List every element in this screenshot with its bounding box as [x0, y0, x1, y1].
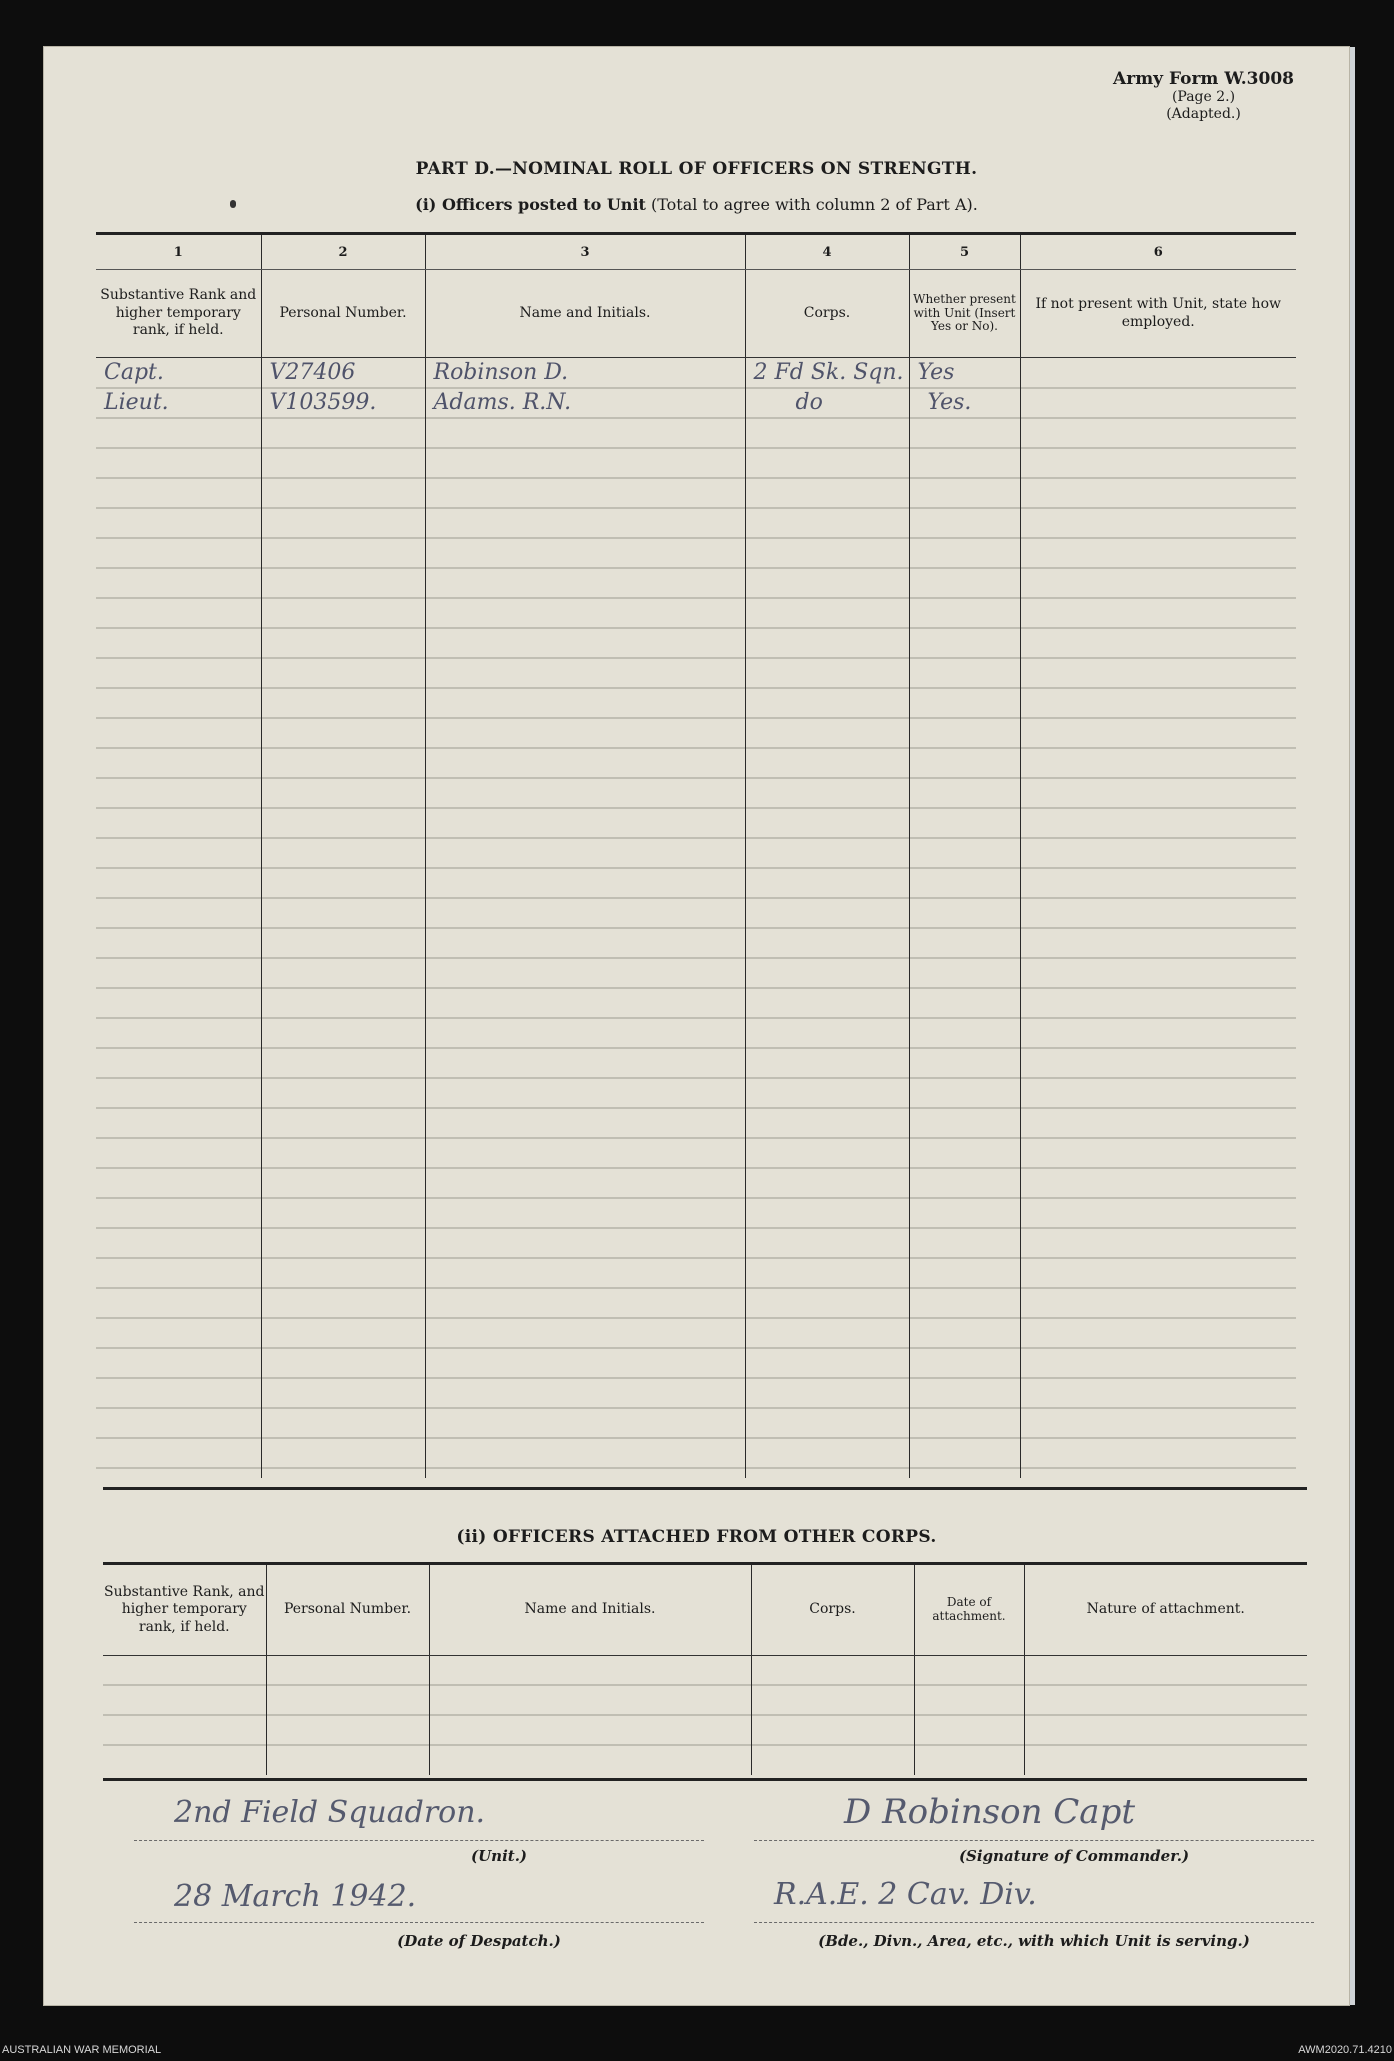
form-number-block [1113, 69, 1294, 123]
header-row [96, 270, 1296, 358]
header-corps: Corps. [745, 270, 909, 358]
subtitle-bold: (i) Officers posted to Unit [415, 195, 646, 214]
column-number: 4 [745, 235, 909, 270]
form-page [44, 47, 1349, 2005]
paper-edge [1349, 47, 1355, 2005]
serving-handwriting: R.A.E. 2 Cav. Div. [774, 1877, 1037, 1912]
attached-header-rank: Substantive Rank, and higher temporary rank, if held. [103, 1565, 266, 1655]
attached-header-name: Name and Initials. [429, 1565, 751, 1655]
serving-label: (Bde., Divn., Area, etc., with which Unit is serving.) [818, 1932, 1250, 1950]
unit-line [134, 1840, 704, 1841]
unit-handwriting: 2nd Field Squadron. [174, 1795, 486, 1830]
commander-label: (Signature of Commander.) [958, 1847, 1190, 1865]
present-entry: Yes. [927, 390, 972, 415]
attached-cell [751, 1655, 914, 1775]
column-number: 6 [1020, 235, 1296, 270]
name-entry: Adams. R.N. [433, 390, 572, 415]
rank-entry: Capt. [104, 360, 164, 385]
serving-line [754, 1922, 1314, 1923]
column-number: 5 [909, 235, 1020, 270]
name-entry: Robinson D. [433, 360, 569, 385]
attached-cell [1024, 1655, 1307, 1775]
attached-body [103, 1655, 1307, 1775]
column-number: 2 [261, 235, 425, 270]
attached-cell [103, 1655, 266, 1775]
corps-entry: 2 Fd Sk. Sqn. [753, 360, 904, 385]
form-adapted: (Adapted.) [1166, 106, 1241, 123]
footer-right: AWM2020.71.4210 [1298, 2044, 1392, 2056]
footer-left: AUSTRALIAN WAR MEMORIAL [2, 2044, 162, 2056]
attached-cell [429, 1655, 751, 1775]
employed-column [1020, 358, 1296, 1478]
attached-officers-table [103, 1565, 1307, 1775]
attached-bottom-rule [103, 1778, 1307, 1781]
date-line [134, 1922, 704, 1923]
attached-header-row [103, 1565, 1307, 1655]
subtitle-rest: (Total to agree with column 2 of Part A). [645, 195, 978, 214]
commander-signature: D Robinson Capt [844, 1792, 1136, 1832]
attached-header-nature: Nature of attachment. [1024, 1565, 1307, 1655]
name-column [425, 358, 745, 1478]
rank-column [96, 358, 261, 1478]
posted-body [96, 358, 1296, 1478]
attached-header-date: Date of attachment. [914, 1565, 1024, 1655]
present-column [909, 358, 1020, 1478]
personal-number-entry: V103599. [269, 390, 377, 415]
unit-label: (Unit.) [470, 1847, 528, 1865]
posted-officers-table [96, 235, 1296, 1478]
corps-column [745, 358, 909, 1478]
personal-number-entry: V27406 [269, 360, 356, 385]
part-d-subtitle [44, 195, 1349, 214]
header-present: Whether present with Unit (Insert Yes or No). [909, 270, 1020, 358]
part-d-title: PART D.—NOMINAL ROLL OF OFFICERS ON STRENGTH. [415, 159, 978, 179]
header-name: Name and Initials. [425, 270, 745, 358]
header-personal-number: Personal Number. [261, 270, 425, 358]
form-page-number: (Page 2.) [1171, 89, 1236, 106]
date-handwriting: 28 March 1942. [174, 1879, 417, 1914]
rank-entry: Lieut. [104, 390, 169, 415]
header-rank: Substantive Rank and higher temporary rank, if held. [96, 270, 261, 358]
attached-cell [914, 1655, 1024, 1775]
date-label: (Date of Despatch.) [397, 1932, 561, 1950]
attached-header-corps: Corps. [751, 1565, 914, 1655]
column-number: 1 [96, 235, 261, 270]
column-number-row [96, 235, 1296, 270]
number-column [261, 358, 425, 1478]
header-employed: If not present with Unit, state how employed. [1020, 270, 1296, 358]
attached-title: (ii) OFFICERS ATTACHED FROM OTHER CORPS. [456, 1527, 937, 1547]
attached-cell [266, 1655, 429, 1775]
corps-entry: do [795, 390, 823, 415]
attached-header-personal-number: Personal Number. [266, 1565, 429, 1655]
present-entry: Yes [917, 360, 955, 385]
table-bottom-rule [103, 1487, 1307, 1490]
form-number: Army Form W.3008 [1113, 69, 1294, 89]
column-number: 3 [425, 235, 745, 270]
commander-line [754, 1840, 1314, 1841]
